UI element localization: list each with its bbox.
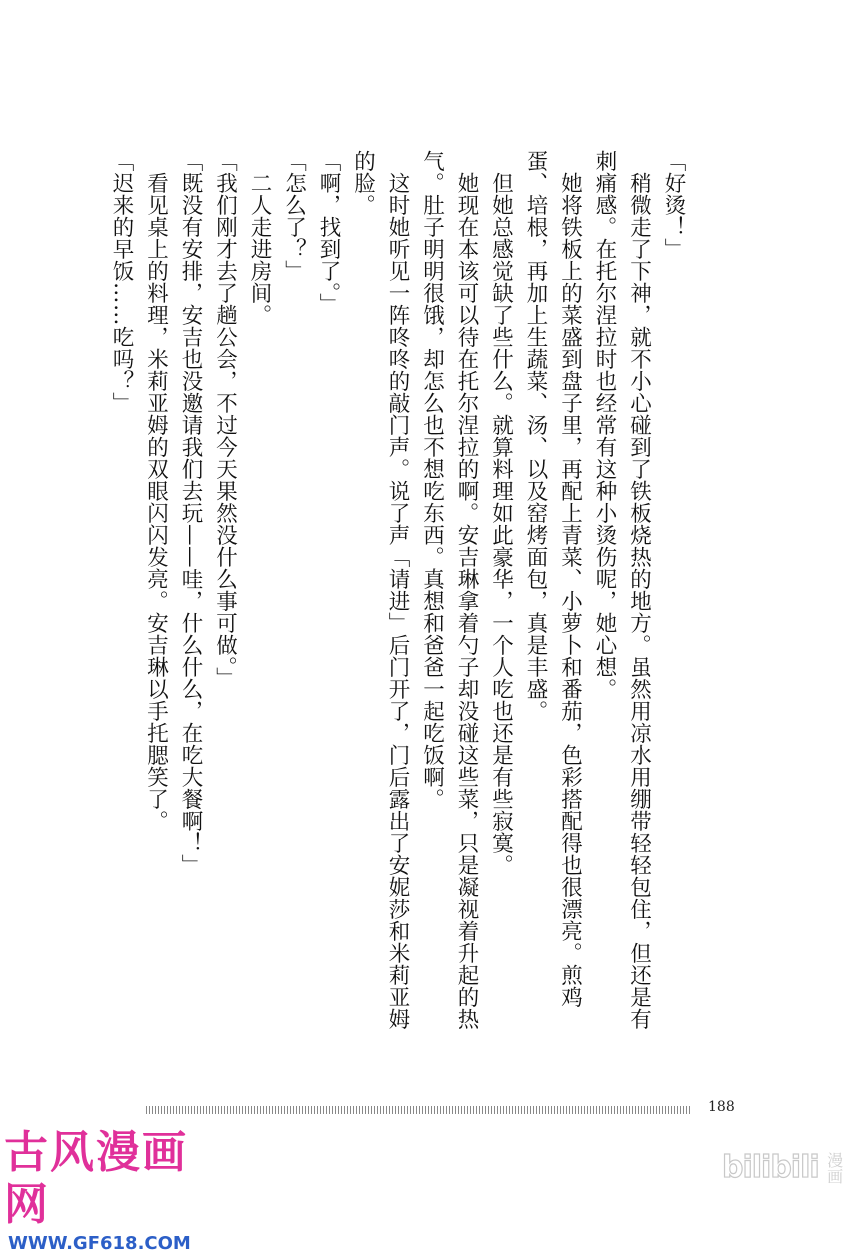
paragraph: 看见桌上的料理，米莉亚姆的双眼闪闪发亮。安吉琳以手托腮笑了。	[143, 171, 169, 832]
footer-rule	[146, 1106, 692, 1114]
bilibili-logo-text: bilibili	[722, 1150, 819, 1185]
paragraph: 「怎么了？」	[281, 150, 307, 282]
paragraph: 稍微走了下神，就不小心碰到了铁板烧热的地方。虽然用凉水用绷带轻轻包住，但还是有刺痛感。在托尔涅拉时也经常有这种小烫伤呢，她心想。	[592, 150, 652, 1030]
paragraph: 她将铁板上的菜盛到盘子里，再配上青菜、小萝卜和番茄，色彩搭配得也很漂亮。煎鸡蛋、培根，再加上生蔬菜、汤、以及窑烤面包，真是丰盛。	[523, 150, 583, 1008]
paragraph: 但她总感觉缺了些什么。就算料理如此豪华，一个人吃也还是有些寂寞。	[488, 171, 514, 876]
paragraph: 二人走进房间。	[247, 171, 272, 326]
bilibili-watermark	[722, 1150, 843, 1185]
paragraph: 「迟来的早饭……吃吗？」	[109, 150, 134, 414]
page-number: 188	[708, 1099, 735, 1115]
site-watermark-url: WWW.GF618.COM	[8, 1233, 191, 1254]
paragraph: 「我们刚才去了趟公会，不过今天果然没什么事可做。」	[212, 150, 238, 690]
site-watermark-title: 古风漫画网	[4, 1127, 188, 1230]
paragraph: 她现在本该可以待在托尔涅拉的啊。安吉琳拿着勺子却没碰这些菜，只是凝视着升起的热气。肚子明明很饿，却怎么也不想吃东西。真想和爸爸一起吃饭啊。	[419, 150, 479, 1030]
bilibili-logo-sub: 漫画	[824, 1151, 844, 1184]
paragraph: 「好烫！」	[661, 150, 686, 260]
paragraph: 这时她听见一阵咚咚的敲门声。说了声「请进」后门开了，门后露出了安妮莎和米莉亚姆的脸。	[350, 150, 410, 1030]
paragraph: 「啊，找到了。」	[316, 150, 341, 316]
site-watermark	[4, 1127, 214, 1254]
paragraph: 「既没有安排，安吉也没邀请我们去玩——哇，什么什么，在吃大餐啊！」	[178, 150, 203, 876]
novel-text-block	[104, 150, 691, 1030]
